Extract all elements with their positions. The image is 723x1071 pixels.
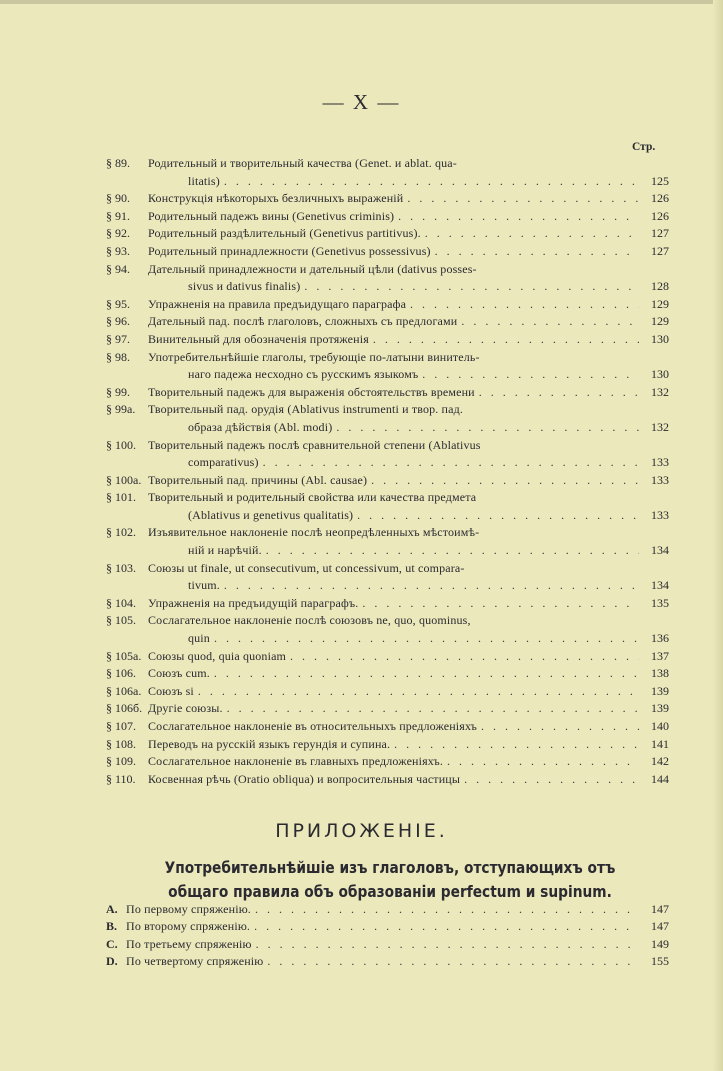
toc-entry — [106, 524, 669, 559]
dot-leader — [373, 331, 639, 349]
toc-line — [106, 901, 669, 918]
section-number: § 110. — [106, 771, 136, 786]
page-number: 149 — [651, 936, 669, 951]
toc-entry — [106, 683, 669, 701]
section-number: § 93. — [106, 243, 130, 258]
entry-title: tivum. — [188, 578, 220, 593]
page-number: 136 — [651, 631, 669, 646]
toc-entry — [106, 595, 669, 613]
toc-entry — [106, 313, 669, 331]
section-number: § 106. — [106, 666, 136, 681]
entry-title: Творительный падежъ послѣ сравнительной степени (Ablativus — [148, 437, 481, 452]
section-number: § 100. — [106, 437, 136, 452]
toc-entry — [106, 331, 669, 349]
dot-leader — [224, 577, 639, 595]
page-number-header: — X — — [322, 90, 401, 114]
scan-top-edge — [0, 0, 723, 4]
entry-title: Косвенная рѣчь (Oratio obliqua) и вопросительныя частицы — [148, 771, 461, 786]
entry-title: Конструкція нѣкоторыхъ безличныхъ выраженій — [148, 191, 404, 206]
toc-line — [106, 225, 669, 243]
toc-entry — [106, 401, 669, 436]
section-number: § 106a. — [106, 683, 142, 698]
toc-entry — [106, 243, 669, 261]
toc-line — [106, 953, 669, 970]
toc-entry — [106, 261, 669, 296]
toc-line — [106, 683, 669, 701]
dot-leader — [266, 542, 639, 560]
toc-entry — [106, 472, 669, 490]
page-number: 138 — [651, 666, 669, 681]
entry-title: Родительный падежъ вины (Genetivus criminis) — [148, 208, 395, 223]
page-number: 125 — [651, 173, 669, 188]
page-number: 134 — [651, 578, 669, 593]
dot-leader — [410, 296, 639, 314]
entry-title: litatis) — [188, 173, 220, 188]
dot-leader — [481, 718, 639, 736]
entry-title: Союзы ut finale, ut consecutivum, ut concessivum, ut compara- — [148, 560, 465, 575]
toc-line — [106, 489, 669, 507]
page-number: 133 — [651, 472, 669, 487]
entry-title: Употребительнѣйшіе глаголы, требующіе по-латыни винитель- — [148, 349, 480, 364]
section-number: § 92. — [106, 226, 130, 241]
toc-line — [106, 261, 669, 279]
toc-line — [106, 648, 669, 666]
appendix-subtitle: Употребительнѣйшіе изъ глаголовъ, отступающихъ отъ общаго правила объ образованіи perfectum и supinum. — [164, 858, 616, 901]
toc-line — [106, 612, 669, 630]
toc-line — [106, 577, 669, 595]
entry-title: Переводъ на русскій языкъ герундія и супина. — [148, 736, 391, 751]
dot-leader — [255, 901, 639, 918]
toc-entry — [106, 953, 669, 970]
entry-title: По третьему спряженію — [126, 936, 252, 951]
entry-title: ній и нарѣчій. — [188, 543, 262, 558]
page-number: 137 — [651, 648, 669, 663]
section-number: § 96. — [106, 314, 130, 329]
toc-line — [106, 331, 669, 349]
page-number: 126 — [651, 208, 669, 223]
toc-entry — [106, 901, 669, 918]
section-number: § 105. — [106, 613, 136, 628]
toc-entry — [106, 700, 669, 718]
entry-title: (Ablativus и genetivus qualitatis) — [188, 507, 354, 522]
entry-title: Винительный для обозначенія протяженія — [148, 331, 369, 346]
toc-line — [106, 718, 669, 736]
section-number: § 90. — [106, 191, 130, 206]
page-number: 147 — [651, 919, 669, 934]
toc-entry — [106, 190, 669, 208]
toc-entry — [106, 718, 669, 736]
section-number: § 101. — [106, 490, 136, 505]
page-number: 126 — [651, 191, 669, 206]
entry-title: comparativus) — [188, 455, 259, 470]
dot-leader — [227, 700, 639, 718]
section-number: D. — [106, 953, 118, 968]
page-number: 132 — [651, 384, 669, 399]
toc-entry — [106, 612, 669, 647]
section-number: § 103. — [106, 560, 136, 575]
page-number: 139 — [651, 701, 669, 716]
dot-leader — [447, 753, 639, 771]
page-number: 130 — [651, 367, 669, 382]
entry-title: наго падежа несходно съ русскимъ языкомъ — [188, 367, 419, 382]
toc-line — [106, 437, 669, 455]
section-number: B. — [106, 919, 118, 934]
page-column-label: Стр. — [632, 141, 656, 153]
entry-title: Творительный пад. орудія (Ablativus instrumenti и твор. пад. — [148, 402, 463, 417]
dot-leader — [422, 366, 639, 384]
toc-entry — [106, 648, 669, 666]
toc-entry — [106, 208, 669, 226]
section-number: § 108. — [106, 736, 136, 751]
page-number: 127 — [651, 226, 669, 241]
table-of-contents — [106, 155, 669, 788]
section-number: § 98. — [106, 349, 130, 364]
entry-title: Сослагательное наклоненіе въ относительныхъ предложеніяхъ — [148, 719, 478, 733]
toc-line — [106, 155, 669, 173]
entry-title: По первому спряженію. — [126, 902, 251, 916]
section-number: § 102. — [106, 525, 136, 540]
toc-line — [106, 700, 669, 718]
toc-entry — [106, 349, 669, 384]
section-number: C. — [106, 936, 118, 951]
toc-line — [106, 190, 669, 208]
page-number: 127 — [651, 243, 669, 258]
entry-title: Родительный и творительный качества (Genet. и ablat. qua- — [148, 156, 457, 170]
page-number: 134 — [651, 543, 669, 558]
toc-entry — [106, 736, 669, 754]
entry-title: Дательный принадлежности и дательный цѣли (dativus posses- — [148, 261, 477, 276]
page-number: 144 — [651, 771, 669, 786]
section-number: § 107. — [106, 719, 136, 733]
section-number: § 97. — [106, 331, 130, 346]
dot-leader — [407, 190, 639, 208]
toc-line — [106, 401, 669, 419]
toc-line — [106, 278, 669, 296]
dot-leader — [304, 278, 639, 296]
entry-title: Творительный пад. причины (Abl. causae) — [148, 472, 368, 487]
entry-title: Дательный пад. послѣ глаголовъ, сложныхъ съ предлогами — [148, 314, 458, 329]
section-number: § 104. — [106, 595, 136, 610]
section-number: § 109. — [106, 754, 136, 769]
toc-entry — [106, 296, 669, 314]
toc-entry — [106, 155, 669, 190]
dot-leader — [254, 918, 639, 935]
entry-title: Творительный и родительный свойства или качества предмета — [148, 490, 477, 505]
toc-line — [106, 753, 669, 771]
toc-line — [106, 384, 669, 402]
page-number: 129 — [651, 296, 669, 311]
entry-title: Творительный падежъ для выраженія обстоятельствъ времени — [148, 384, 475, 399]
toc-line — [106, 771, 669, 789]
page-number: 130 — [651, 331, 669, 346]
toc-line — [106, 208, 669, 226]
page-number: 135 — [651, 595, 669, 610]
dot-leader — [371, 472, 639, 490]
page-number: 142 — [651, 754, 669, 769]
toc-line — [106, 349, 669, 367]
toc-entry — [106, 918, 669, 935]
dot-leader — [214, 665, 639, 683]
dot-leader — [336, 419, 639, 437]
entry-title: sivus и dativus finalis) — [188, 279, 301, 294]
toc-line — [106, 454, 669, 472]
dot-leader — [224, 173, 639, 191]
page-number: 147 — [651, 902, 669, 916]
toc-line — [106, 472, 669, 490]
appendix-title: ПРИЛОЖЕНІЕ. — [275, 820, 448, 842]
entry-title: Союзъ si — [148, 683, 194, 698]
toc-line — [106, 595, 669, 613]
section-number: § 91. — [106, 208, 130, 223]
entry-title: Союзъ cum. — [148, 666, 210, 681]
toc-entry — [106, 489, 669, 524]
toc-line — [106, 296, 669, 314]
section-number: § 106б. — [106, 701, 143, 716]
dot-leader — [256, 936, 639, 953]
page-number: 133 — [651, 507, 669, 522]
dot-leader — [214, 630, 639, 648]
entry-title: Изъявительное наклоненіе послѣ неопредѣленныхъ мѣстоимѣ- — [148, 525, 480, 540]
toc-line — [106, 560, 669, 578]
section-number: A. — [106, 902, 118, 916]
toc-line — [106, 419, 669, 437]
page-number: 139 — [651, 683, 669, 698]
page-number: 128 — [651, 279, 669, 294]
dot-leader — [464, 771, 639, 789]
scan-right-edge — [713, 0, 723, 1071]
dot-leader — [461, 313, 639, 331]
toc-line — [106, 936, 669, 953]
toc-entry — [106, 665, 669, 683]
dot-leader — [362, 595, 639, 613]
section-number: § 100a. — [106, 472, 142, 487]
page-number: 141 — [651, 736, 669, 751]
toc-line — [106, 366, 669, 384]
entry-title: Родительный принадлежности (Genetivus possessivus) — [148, 243, 431, 258]
entry-title: Родительный раздѣлительный (Genetivus partitivus). — [148, 226, 421, 241]
dot-leader — [479, 384, 639, 402]
toc-entry — [106, 225, 669, 243]
entry-title: Другіе союзы. — [148, 701, 223, 716]
toc-entry — [106, 560, 669, 595]
entry-title: Союзы quod, quia quoniam — [148, 648, 287, 663]
section-number: § 95. — [106, 296, 130, 311]
page-number: 129 — [651, 314, 669, 329]
entry-title: образа дѣйствія (Abl. modi) — [188, 419, 333, 434]
toc-line — [106, 918, 669, 935]
toc-line — [106, 313, 669, 331]
page-number: 132 — [651, 419, 669, 434]
toc-entry — [106, 753, 669, 771]
toc-line — [106, 524, 669, 542]
dot-leader — [435, 243, 639, 261]
toc-line — [106, 243, 669, 261]
section-number: § 99a. — [106, 402, 136, 417]
section-number: § 99. — [106, 384, 130, 399]
dot-leader — [263, 454, 639, 472]
toc-line — [106, 630, 669, 648]
toc-line — [106, 736, 669, 754]
dot-leader — [425, 225, 639, 243]
entry-title: По четвертому спряженію — [126, 953, 264, 968]
dot-leader — [290, 648, 639, 666]
toc-entry — [106, 437, 669, 472]
dot-leader — [267, 953, 639, 970]
entry-title: quin — [188, 631, 210, 646]
section-number: § 94. — [106, 261, 130, 276]
toc-entry — [106, 771, 669, 789]
section-number: § 89. — [106, 156, 130, 170]
section-number: § 105a. — [106, 648, 142, 663]
dot-leader — [198, 683, 639, 701]
toc-line — [106, 665, 669, 683]
entry-title: По второму спряженію. — [126, 919, 251, 934]
entry-title: Упражненія на правила предъидущаго параграфа — [148, 296, 407, 311]
toc-entry — [106, 384, 669, 402]
toc-line — [106, 507, 669, 525]
page-number: 133 — [651, 455, 669, 470]
toc-line — [106, 542, 669, 560]
toc-line — [106, 173, 669, 191]
page-number: 155 — [651, 953, 669, 968]
page-number: 140 — [651, 719, 669, 733]
dot-leader — [394, 736, 639, 754]
entry-title: Сослагательное наклоненіе послѣ союзовъ ne, quo, quominus, — [148, 613, 471, 628]
toc-entry — [106, 936, 669, 953]
entry-title: Упражненія на предъидущій параграфъ. — [148, 595, 359, 610]
appendix-contents — [106, 901, 669, 970]
dot-leader — [357, 507, 639, 525]
entry-title: Сослагательное наклоненіе въ главныхъ предложеніяхъ. — [148, 754, 443, 769]
dot-leader — [398, 208, 639, 226]
